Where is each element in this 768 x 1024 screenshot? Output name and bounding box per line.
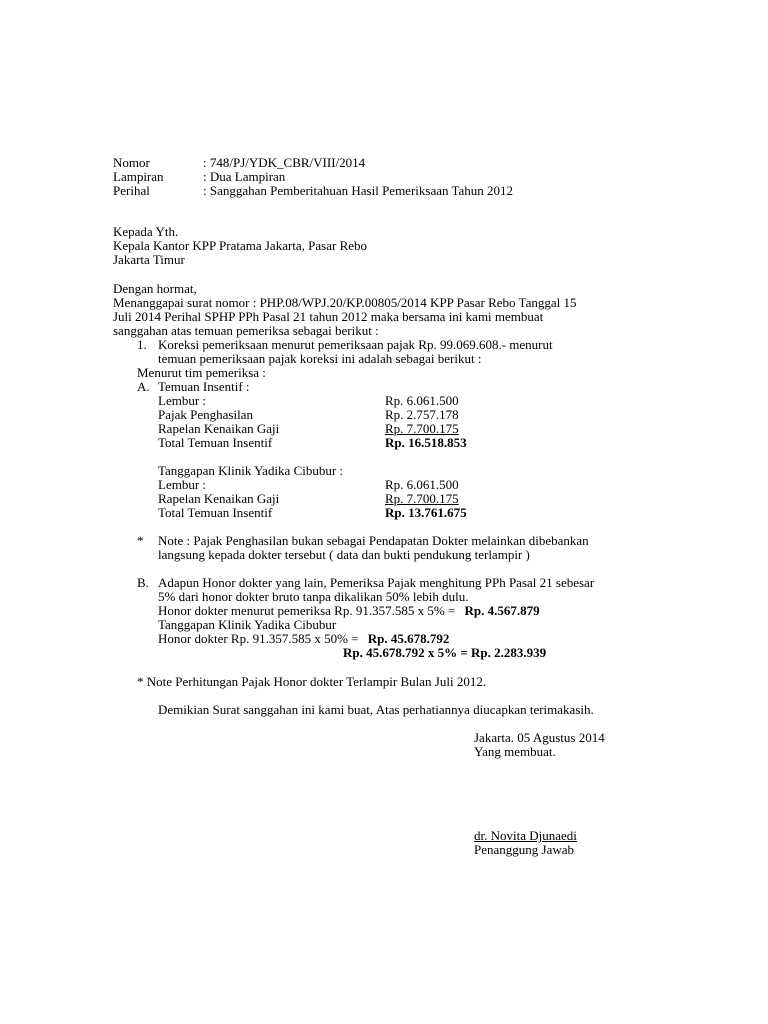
- menurut-tim-pemeriksa: Menurut tim pemeriksa :: [137, 365, 266, 380]
- note-2: * Note Perhitungan Pajak Honor dokter Terlampir Bulan Juli 2012.: [137, 674, 487, 689]
- section-b-line-6: Rp. 45.678.792 x 5% = Rp. 2.283.939: [343, 645, 547, 660]
- temuan-row-value: Rp. 2.757.178: [385, 407, 459, 422]
- opening-line-3: sanggahan atas temuan pemeriksa sebagai berikut :: [113, 323, 379, 338]
- point-1-line-2: temuan pemeriksaan pajak koreksi ini adalah sebagai berikut :: [158, 351, 482, 366]
- signatory-name: dr. Novita Djunaedi: [474, 828, 577, 843]
- opening-line-2: Juli 2014 Perihal SPHP PPh Pasal 21 tahun 2012 maka bersama ini kami membuat: [113, 309, 544, 324]
- point-1-number: 1.: [137, 337, 147, 352]
- honor-pemeriksa-result: Rp. 4.567.879: [464, 603, 540, 618]
- section-b-line-4: Tanggapan Klinik Yadika Cibubur: [158, 617, 337, 632]
- temuan-row-label: Lembur :: [158, 393, 207, 408]
- tanggapan-row-value: Rp. 6.061.500: [385, 477, 459, 492]
- greeting: Dengan hormat,: [113, 281, 197, 296]
- lampiran-label: Lampiran: [113, 169, 164, 184]
- temuan-total-value: Rp. 16.518.853: [385, 435, 467, 450]
- recipient-line-2: Kepala Kantor KPP Pratama Jakarta, Pasar Rebo: [113, 238, 368, 253]
- lampiran-value: : Dua Lampiran: [203, 169, 286, 184]
- perihal-value: : Sanggahan Pemberitahuan Hasil Pemeriksaan Tahun 2012: [203, 183, 514, 198]
- temuan-row-label: Pajak Penghasilan: [158, 407, 253, 422]
- nomor-label: Nomor: [113, 155, 150, 170]
- temuan-total-label: Total Temuan Insentif: [158, 435, 273, 450]
- signatory-position: Penanggung Jawab: [474, 842, 575, 857]
- section-b-line-3: [158, 604, 540, 618]
- made-by: Yang membuat.: [474, 744, 556, 759]
- point-1-line-1: Koreksi pemeriksaan menurut pemeriksaan pajak Rp. 99.069.608.- menurut: [158, 337, 553, 352]
- tanggapan-row-label: Rapelan Kenaikan Gaji: [158, 491, 280, 506]
- recipient-line-1: Kepada Yth.: [113, 224, 179, 239]
- tanggapan-total-value: Rp. 13.761.675: [385, 505, 467, 520]
- honor-klinik-result: Rp. 45.678.792: [367, 631, 450, 646]
- note-1-line-1: Note : Pajak Penghasilan bukan sebagai Pendapatan Dokter melainkan dibebankan: [158, 533, 589, 548]
- note-1-star: *: [137, 533, 144, 548]
- tanggapan-total-label: Total Temuan Insentif: [158, 505, 273, 520]
- closing-text: Demikian Surat sanggahan ini kami buat, Atas perhatiannya diucapkan terimakasih.: [158, 702, 594, 717]
- honor-klinik-text: Honor dokter Rp. 91.357.585 x 50% =: [158, 631, 359, 646]
- section-a-title: Temuan Insentif :: [158, 379, 250, 394]
- perihal-label: Perihal: [113, 183, 150, 198]
- section-b-line-5: [158, 632, 449, 646]
- section-b-line-2: 5% dari honor dokter bruto tanpa dikalikan 50% lebih dulu.: [158, 589, 469, 604]
- tanggapan-title: Tanggapan Klinik Yadika Cibubur :: [158, 463, 344, 478]
- tanggapan-row-value: Rp. 7.700.175: [385, 491, 459, 506]
- temuan-row-label: Rapelan Kenaikan Gaji: [158, 421, 280, 436]
- honor-pemeriksa-text: Honor dokter menurut pemeriksa Rp. 91.357.585 x 5% =: [158, 603, 456, 618]
- temuan-row-value: Rp. 7.700.175: [385, 421, 459, 436]
- nomor-value: : 748/PJ/YDK_CBR/VIII/2014: [203, 155, 366, 170]
- opening-line-1: Menanggapai surat nomor : PHP.08/WPJ.20/KP.00805/2014 KPP Pasar Rebo Tanggal 15: [113, 295, 577, 310]
- tanggapan-row-label: Lembur :: [158, 477, 207, 492]
- section-b-line-1: Adapun Honor dokter yang lain, Pemeriksa Pajak menghitung PPh Pasal 21 sebesar: [158, 575, 595, 590]
- section-a-label: A.: [137, 379, 150, 394]
- note-1-line-2: langsung kepada dokter tersebut ( data dan bukti pendukung terlampir ): [158, 547, 530, 562]
- recipient-line-3: Jakarta Timur: [113, 252, 185, 267]
- temuan-row-value: Rp. 6.061.500: [385, 393, 459, 408]
- section-b-label: B.: [137, 575, 149, 590]
- place-date: Jakarta. 05 Agustus 2014: [474, 730, 605, 745]
